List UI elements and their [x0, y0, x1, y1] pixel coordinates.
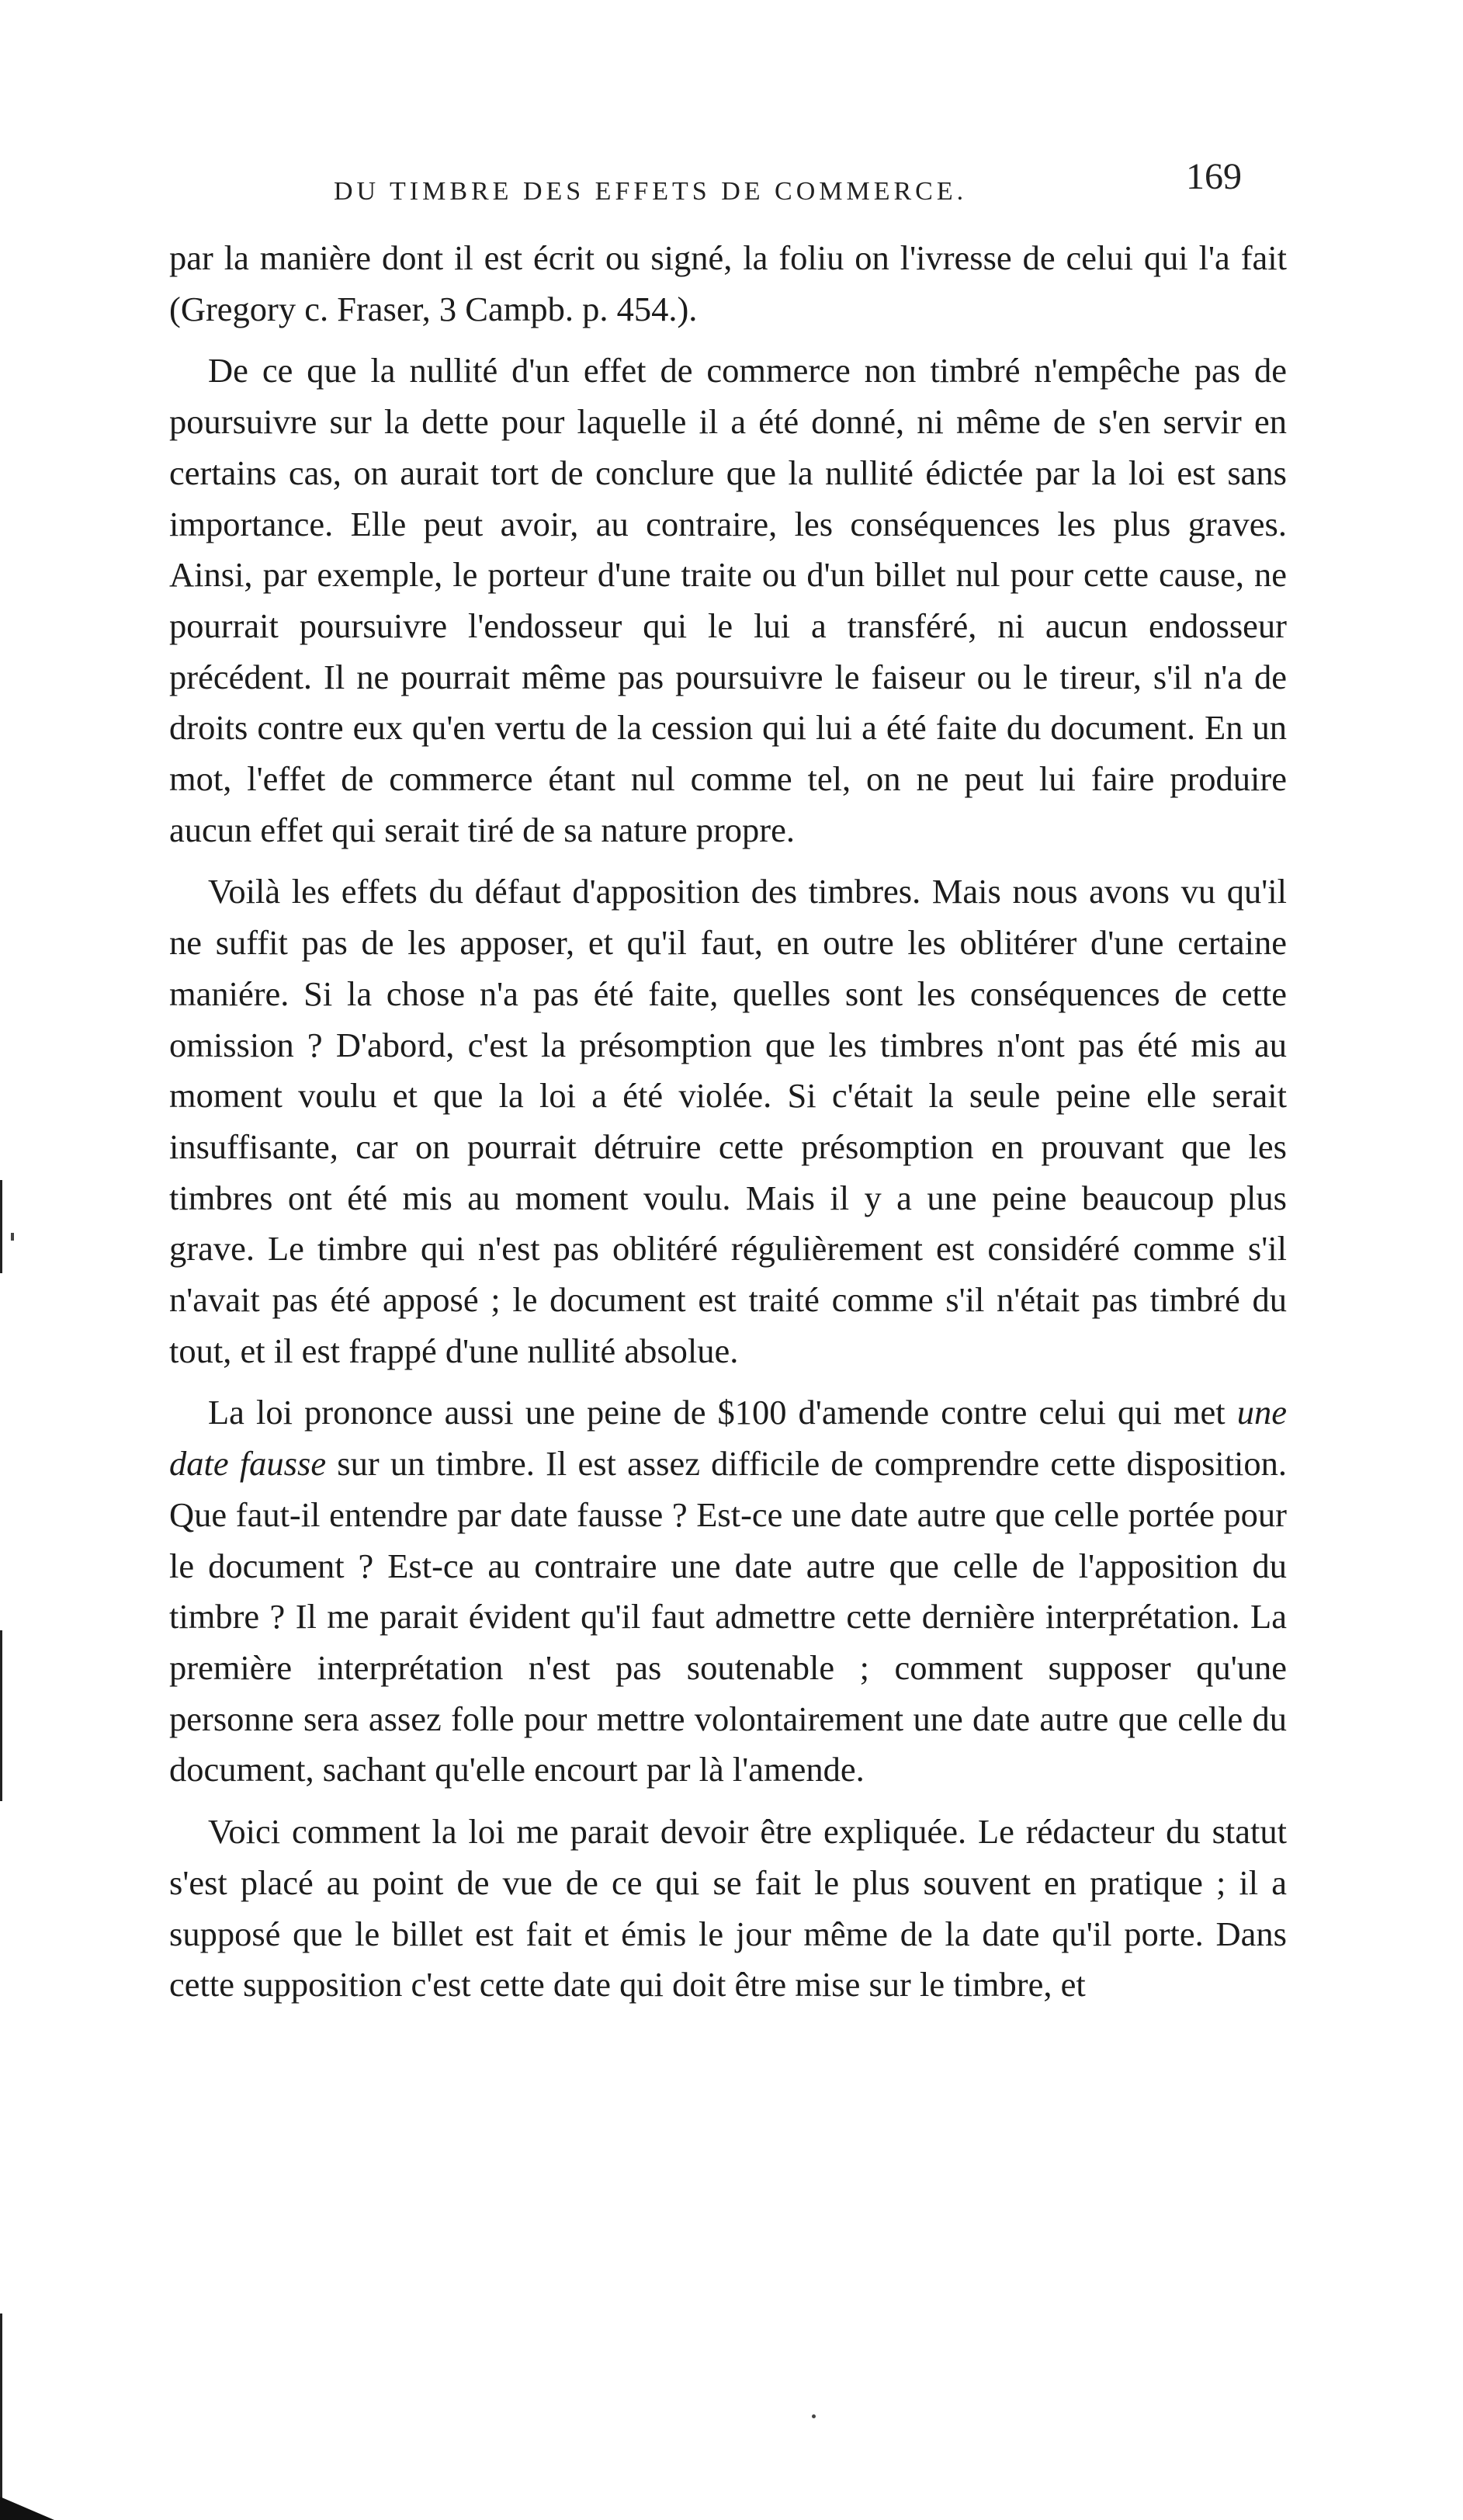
scan-margin-line-lower [0, 2313, 2, 2500]
paragraph: Voici comment la loi me parait devoir être expliquée. Le rédacteur du statut s'est placé au point de vue de ce qui se fait le plus souvent en pratique ; il a supposé que le billet est fait et émis le jour même de la date qu'il porte. Dans cette supposition c'est cette date qui doit être mise sur le timbre, et [169, 1812, 1287, 2005]
paragraph-text: La loi prononce aussi une peine de $100 d'amende contre celui qui met [208, 1393, 1237, 1432]
scan-speck [812, 2414, 816, 2418]
scan-margin-tick [11, 1233, 14, 1241]
body-text [169, 233, 1287, 2022]
paragraph [169, 1387, 1287, 1796]
running-title: DU TIMBRE DES EFFETS DE COMMERCE. [334, 177, 968, 206]
paragraph-text: sur un timbre. Il est assez difficile de comprendre cette disposition. Que faut-il entendre par date fausse ? Est-ce une date autre que celle portée pour le document ? Est-ce au contraire une date autre que celle de l'apposition du timbre ? Il me parait évident qu'il faut admettre cette dernière interprétation. La première interprétation n'est pas soutenable ; comment supposer qu'une personne sera assez folle pour mettre volontairement une date autre que celle du document, sachant qu'elle encourt par là l'amende. [169, 1444, 1287, 1789]
paragraph-continued: par la manière dont il est écrit ou signé, la foliu on l'ivresse de celui qui l'a fait (Gregory c. Fraser, 3 Campb. p. 454.). [169, 238, 1287, 328]
page-header [155, 155, 1257, 217]
scan-corner-mark [0, 2497, 54, 2520]
paragraph: Voilà les effets du défaut d'apposition des timbres. Mais nous avons vu qu'il ne suffit pas de les apposer, et qu'il faut, en outre les oblitérer d'une certaine maniére. Si la chose n'a pas été faite, quelles sont les conséquences de cette omission ? D'abord, c'est la présomption que les timbres n'ont pas été mis au moment voulu et que la loi a été violée. Si c'était la seule peine elle serait insuffisante, car on pourrait détruire cette présomption en prouvant que les timbres ont été mis au moment voulu. Mais il y a une peine beaucoup plus grave. Le timbre qui n'est pas oblitéré régulièrement est considéré comme s'il n'avait pas été apposé ; le document est traité comme s'il n'était pas timbré du tout, et il est frappé d'une nullité absolue. [169, 872, 1287, 1370]
scan-margin-line-middle [0, 1630, 2, 1801]
paragraph: De ce que la nullité d'un effet de commerce non timbré n'empêche pas de poursuivre sur la dette pour laquelle il a été donné, ni même de s'en servir en certains cas, on aurait tort de conclure que la nullité édictée par la loi est sans importance. Elle peut avoir, au contraire, les conséquences les plus graves. Ainsi, par exemple, le porteur d'une traite ou d'un billet nul pour cette cause, ne pourrait poursuivre l'endosseur qui le lui a transféré, ni aucun endosseur précédent. Il ne pourrait même pas poursuivre le faiseur ou le tireur, s'il n'a de droits contre eux qu'en vertu de la cession qui lui a été faite du document. En un mot, l'effet de commerce étant nul comme tel, on ne peut lui faire produire aucun effet qui serait tiré de sa nature propre. [169, 351, 1287, 849]
scan-margin-line-upper [0, 1180, 2, 1273]
italic-phrase: une date fausse [169, 1393, 1287, 1484]
page-number: 169 [1186, 156, 1242, 197]
